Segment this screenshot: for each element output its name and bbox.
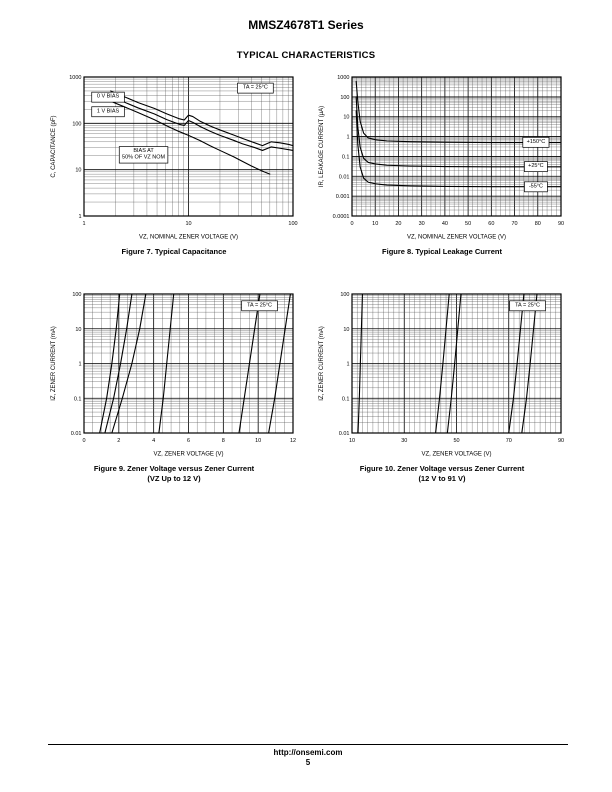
svg-text:10: 10	[348, 437, 356, 444]
svg-text:0 V BIAS: 0 V BIAS	[96, 93, 120, 100]
svg-text:100: 100	[72, 291, 82, 298]
svg-text:6: 6	[186, 437, 191, 444]
svg-text:100: 100	[288, 221, 298, 227]
svg-text:1000: 1000	[337, 75, 350, 81]
svg-text:0: 0	[350, 221, 354, 227]
figure-7	[48, 70, 300, 257]
svg-text:1: 1	[78, 361, 82, 368]
charts-grid	[48, 70, 568, 483]
svg-text:TA = 25°C: TA = 25°C	[515, 302, 540, 309]
typical-leakage-current-chart	[316, 70, 568, 242]
page-title: MMSZ4678T1 Series	[248, 18, 364, 32]
svg-text:0.01: 0.01	[338, 174, 350, 181]
svg-text:0: 0	[82, 437, 86, 444]
svg-text:1: 1	[346, 134, 350, 141]
svg-text:40: 40	[441, 221, 448, 227]
svg-text:50% OF VZ NOM: 50% OF VZ NOM	[122, 154, 166, 161]
figure-10-caption	[316, 464, 568, 484]
svg-text:0.1: 0.1	[341, 154, 350, 161]
caption-line-2: (VZ Up to 12 V)	[147, 473, 201, 483]
svg-text:0.01: 0.01	[338, 430, 350, 437]
svg-text:1000: 1000	[69, 75, 82, 81]
svg-text:70: 70	[511, 221, 518, 227]
svg-text:0.1: 0.1	[341, 396, 350, 402]
caption-line-1: Figure 9. Zener Voltage versus Zener Current	[93, 463, 255, 473]
zener-voltage-vs-current-low-chart	[48, 287, 300, 459]
svg-text:100: 100	[340, 94, 350, 101]
svg-text:1 V BIAS: 1 V BIAS	[96, 108, 120, 115]
svg-text:VZ, NOMINAL ZENER VOLTAGE (V): VZ, NOMINAL ZENER VOLTAGE (V)	[139, 234, 238, 241]
svg-text:0.01: 0.01	[70, 430, 82, 437]
svg-text:TA = 25°C: TA = 25°C	[242, 84, 268, 91]
figure-8-caption	[316, 247, 568, 257]
svg-text:10: 10	[75, 167, 82, 174]
svg-text:10: 10	[343, 326, 350, 333]
svg-text:0.001: 0.001	[335, 194, 350, 201]
svg-text:70: 70	[505, 437, 512, 444]
figure-8	[316, 70, 568, 257]
page-footer	[48, 744, 568, 767]
svg-text:IZ, ZENER CURRENT (mA): IZ, ZENER CURRENT (mA)	[319, 325, 325, 401]
figure-9	[48, 287, 300, 484]
svg-text:90: 90	[557, 221, 565, 227]
page-number: 5	[305, 758, 311, 767]
svg-text:0.1: 0.1	[73, 396, 82, 402]
figure-7-caption	[48, 247, 300, 257]
zener-voltage-vs-current-high-chart	[316, 287, 568, 459]
svg-text:10: 10	[185, 221, 192, 227]
svg-text:1: 1	[346, 361, 350, 368]
svg-text:12: 12	[289, 437, 297, 444]
svg-text:4: 4	[152, 437, 156, 444]
svg-text:30: 30	[418, 221, 425, 227]
caption-line-2: (12 V to 91 V)	[418, 473, 466, 483]
svg-text:50: 50	[465, 221, 472, 227]
svg-text:20: 20	[395, 221, 402, 227]
svg-text:1: 1	[82, 221, 86, 227]
svg-text:C, CAPACITANCE (pF): C, CAPACITANCE (pF)	[51, 115, 57, 178]
svg-text:+25°C: +25°C	[528, 163, 544, 170]
svg-text:90: 90	[557, 437, 565, 444]
svg-text:100: 100	[340, 291, 350, 298]
svg-text:8: 8	[221, 437, 225, 444]
svg-text:100: 100	[72, 121, 82, 128]
svg-text:10: 10	[343, 114, 350, 121]
svg-text:0.0001: 0.0001	[332, 214, 350, 220]
svg-text:30: 30	[401, 437, 408, 444]
svg-text:80: 80	[534, 221, 541, 227]
svg-text:VZ, ZENER VOLTAGE (V): VZ, ZENER VOLTAGE (V)	[421, 451, 492, 458]
svg-text:-55°C: -55°C	[528, 183, 543, 190]
svg-text:10: 10	[75, 326, 82, 333]
caption-line-1: Figure 7. Typical Capacitance	[121, 247, 227, 256]
svg-text:1: 1	[78, 214, 82, 220]
svg-text:60: 60	[488, 221, 495, 227]
figure-9-caption	[48, 464, 300, 484]
svg-text:VZ, NOMINAL ZENER VOLTAGE (V): VZ, NOMINAL ZENER VOLTAGE (V)	[407, 234, 506, 241]
typical-capacitance-chart	[48, 70, 300, 242]
svg-text:IZ, ZENER CURRENT (mA): IZ, ZENER CURRENT (mA)	[51, 325, 57, 401]
svg-text:VZ, ZENER VOLTAGE (V): VZ, ZENER VOLTAGE (V)	[153, 451, 224, 458]
svg-text:IR, LEAKAGE CURRENT (µA): IR, LEAKAGE CURRENT (µA)	[319, 105, 325, 188]
svg-text:TA = 25°C: TA = 25°C	[247, 302, 272, 309]
svg-text:BIAS AT: BIAS AT	[133, 148, 154, 155]
svg-text:50: 50	[453, 437, 460, 444]
svg-text:+150°C: +150°C	[526, 138, 546, 145]
caption-line-1: Figure 8. Typical Leakage Current	[382, 247, 502, 256]
footer-url-link[interactable]: http://onsemi.com	[273, 748, 343, 757]
svg-text:2: 2	[117, 437, 121, 444]
svg-text:10: 10	[372, 221, 379, 227]
svg-text:10: 10	[255, 437, 262, 444]
section-title: TYPICAL CHARACTERISTICS	[236, 50, 376, 61]
caption-line-1: Figure 10. Zener Voltage versus Zener Current	[359, 463, 525, 473]
figure-10	[316, 287, 568, 484]
